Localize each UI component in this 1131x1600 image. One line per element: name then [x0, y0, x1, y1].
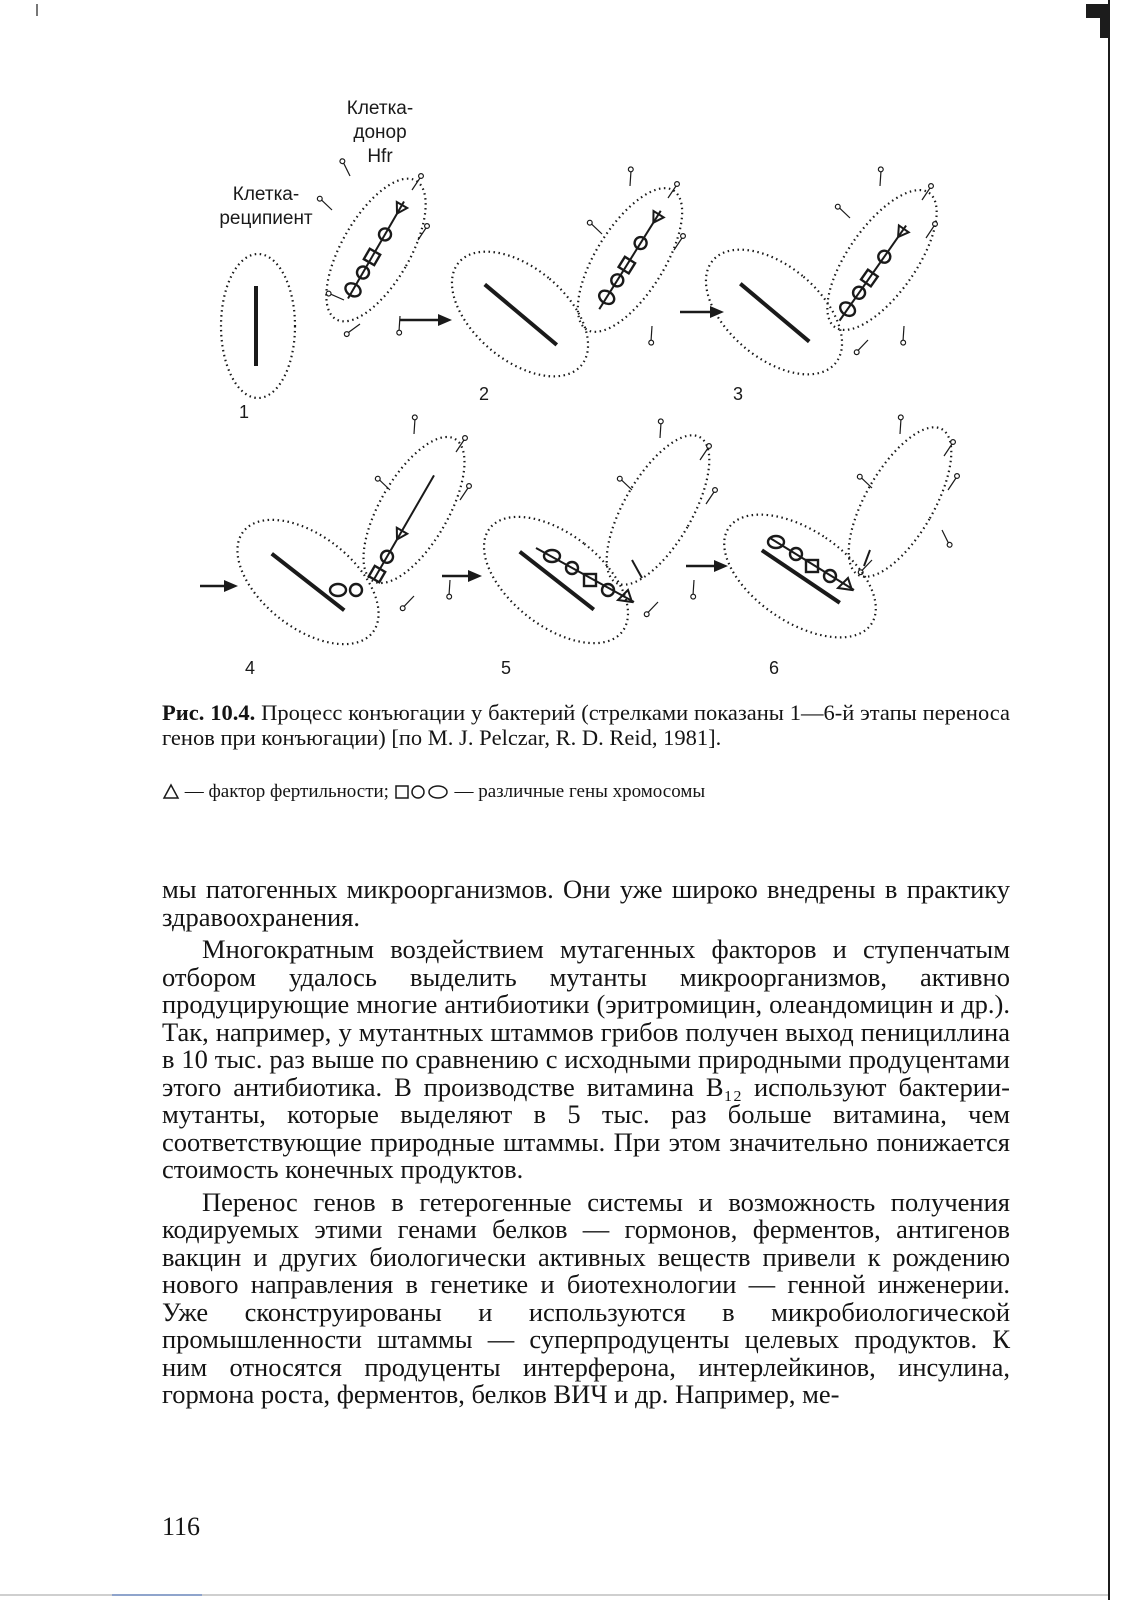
stage-6-cells — [703, 412, 971, 662]
stage-number-4: 4 — [244, 658, 256, 678]
stage-4-cells — [215, 414, 484, 669]
edge-tick — [36, 4, 38, 16]
figure-caption — [162, 700, 1010, 750]
stage-2-cells — [429, 166, 702, 401]
paragraph-3: Перенос генов в гетерогенные системы и возможность получения кодируемых этими генами белков — гормонов, ферментов, антигенов вакцин и других биологически активных веществ привели к рождению нового направления в генетике и биотехнологии — генной инженерии. Уже сконструированы и используются в микробиологической промышленности штаммы — суперпродуценты целевых продуктов. К ним относятся продуценты интерферона, интерлейкинов, инсулина, гормона роста, ферментов, белков ВИЧ и др. Например, ме- — [162, 1186, 1010, 1409]
conjugation-diagram — [200, 90, 1020, 690]
body-text — [162, 876, 1010, 1409]
paragraph-2: Многократным воздействием мутагенных факторов и ступенчатым отбором удалось выделить мутанты микроорганизмов, активно продуцирующие многие антибиотики (эритромицин, олеандомицин и др.). Так, например, у мутантных штаммов грибов получен выход пенициллина в 10 тыс. раз выше по сравнению с исходными природными продуцентами этого антибиотика. В производстве витамина B₁₂ используют бактерии-мутанты, которые выделяют в 5 тыс. раз больше витамина, чем соответствующие природные штаммы. При этом значительно понижается стоимость конечных продуктов. — [162, 934, 1010, 1184]
arrow-4-5 — [442, 570, 482, 582]
figure-caption-text: Процесс конъюгации у бактерий (стрелками показаны 1—6-й этапы переноса генов при конъюгации) [по M. J. Pelczar, R. D. Reid, 1981]. — [162, 700, 1011, 750]
figure-legend — [162, 780, 1010, 804]
recipient-label-line-2: реципиент — [219, 208, 313, 229]
stage-number-1: 1 — [238, 402, 250, 422]
donor-label-line-1: Клетка- — [346, 98, 414, 119]
legend-fertility-text: — фактор фертильности; — [184, 781, 389, 802]
donor-label-line-3: Hfr — [367, 146, 393, 167]
paragraph-1: мы патогенных микроорганизмов. Они уже широко внедрены в практику здравоохранения. — [162, 874, 1010, 932]
page-edge — [1108, 0, 1110, 1600]
stage-number-2: 2 — [478, 384, 490, 404]
bottom-edge-accent — [112, 1594, 202, 1596]
gene-symbols-icon — [394, 783, 450, 800]
stage-5-cells — [461, 418, 729, 668]
arrow-5-6 — [686, 560, 728, 572]
donor-label-line-2: донор — [353, 122, 407, 143]
figure-caption-label: Рис. 10.4. — [162, 700, 256, 725]
corner-mark-stem — [1100, 4, 1110, 38]
stage-number-6: 6 — [768, 658, 780, 678]
page-number: 116 — [162, 1512, 201, 1541]
arrow-2-3 — [680, 306, 724, 318]
stage-number-3: 3 — [732, 384, 744, 404]
stage-number-5: 5 — [500, 658, 512, 678]
arrow-3-4 — [200, 580, 238, 592]
stage-3-cells — [683, 166, 957, 399]
recipient-label-line-1: Клетка- — [232, 184, 300, 205]
conjugation-figure — [200, 90, 1020, 690]
arrow-1-2 — [400, 314, 452, 326]
triangle-icon — [162, 783, 180, 800]
figure-labels — [219, 98, 779, 678]
legend-genes-text: — различные гены хромосомы — [454, 781, 706, 802]
